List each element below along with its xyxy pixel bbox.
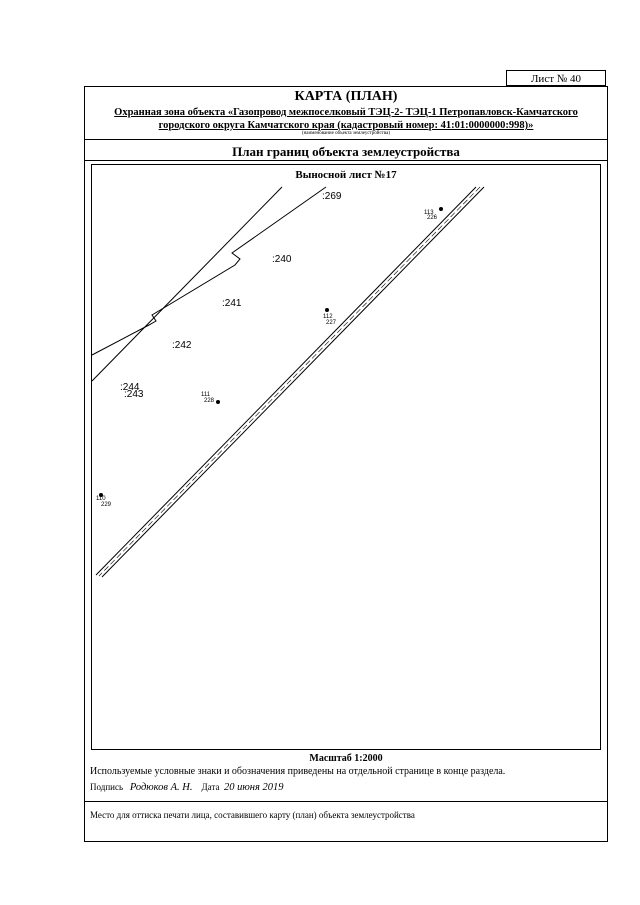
- map-scale: Масштаб 1:2000: [309, 753, 383, 764]
- signature-label: Подпись: [90, 782, 124, 792]
- divider: [85, 139, 607, 140]
- zone-boundary-line: [96, 187, 476, 575]
- point-number-label: 110: [96, 496, 106, 502]
- plan-title: План границ объекта землеустройства: [232, 144, 460, 159]
- sheet-number: Лист № 40: [506, 70, 606, 86]
- boundary-point: [216, 400, 220, 404]
- map-area: [91, 164, 601, 750]
- point-number-label: 113: [424, 210, 434, 216]
- point-number-label: 229: [101, 502, 112, 508]
- stamp-note: Место для оттиска печати лица, составившего карту (план) объекта землеустройства: [90, 810, 415, 820]
- parcel-label: :242: [172, 340, 192, 351]
- map-frame: [84, 86, 608, 842]
- point-number-label: 111: [201, 392, 211, 398]
- boundary-point: [439, 207, 443, 211]
- parcel-label: :241: [222, 298, 242, 309]
- object-name-line-2: городского округа Камчатского края (кадастровый номер: 41:01:0000000:998)»: [158, 120, 534, 131]
- cadastral-map: [92, 165, 601, 750]
- point-number-label: 227: [326, 320, 337, 326]
- boundary-point: [325, 308, 329, 312]
- date-value: 20 июня 2019: [223, 782, 284, 793]
- date-label: Дата: [201, 782, 220, 792]
- parcel-label: :244: [120, 382, 140, 393]
- parcel-boundary-line: [92, 187, 326, 355]
- zone-boundary-line: [102, 187, 484, 577]
- point-number-label: 112: [323, 314, 333, 320]
- object-name-caption: (наименование объекта землеустройства): [301, 131, 391, 136]
- signature-name: Родюков А. Н.: [129, 782, 193, 793]
- point-number-label: 228: [204, 398, 215, 404]
- signature-row: [90, 782, 283, 793]
- legend-note: Используемые условные знаки и обозначения приведены на отдельной странице в конце раздела.: [90, 766, 506, 777]
- divider: [85, 160, 607, 161]
- parcel-label: :240: [272, 254, 292, 265]
- parcel-label: :269: [322, 191, 342, 202]
- object-name: [91, 106, 601, 132]
- parcel-boundary-line: [92, 187, 282, 381]
- pipeline-axis-line: [99, 187, 480, 576]
- divider: [85, 801, 607, 802]
- parcel-label: :243: [124, 389, 144, 400]
- detail-sheet-title: Выносной лист №17: [295, 169, 397, 181]
- document-title: КАРТА (ПЛАН): [294, 89, 398, 104]
- object-name-line-1: Охранная зона объекта «Газопровод межпоселковый ТЭЦ-2- ТЭЦ-1 Петропавловск-Камчатского: [114, 107, 578, 118]
- point-number-label: 226: [427, 215, 438, 221]
